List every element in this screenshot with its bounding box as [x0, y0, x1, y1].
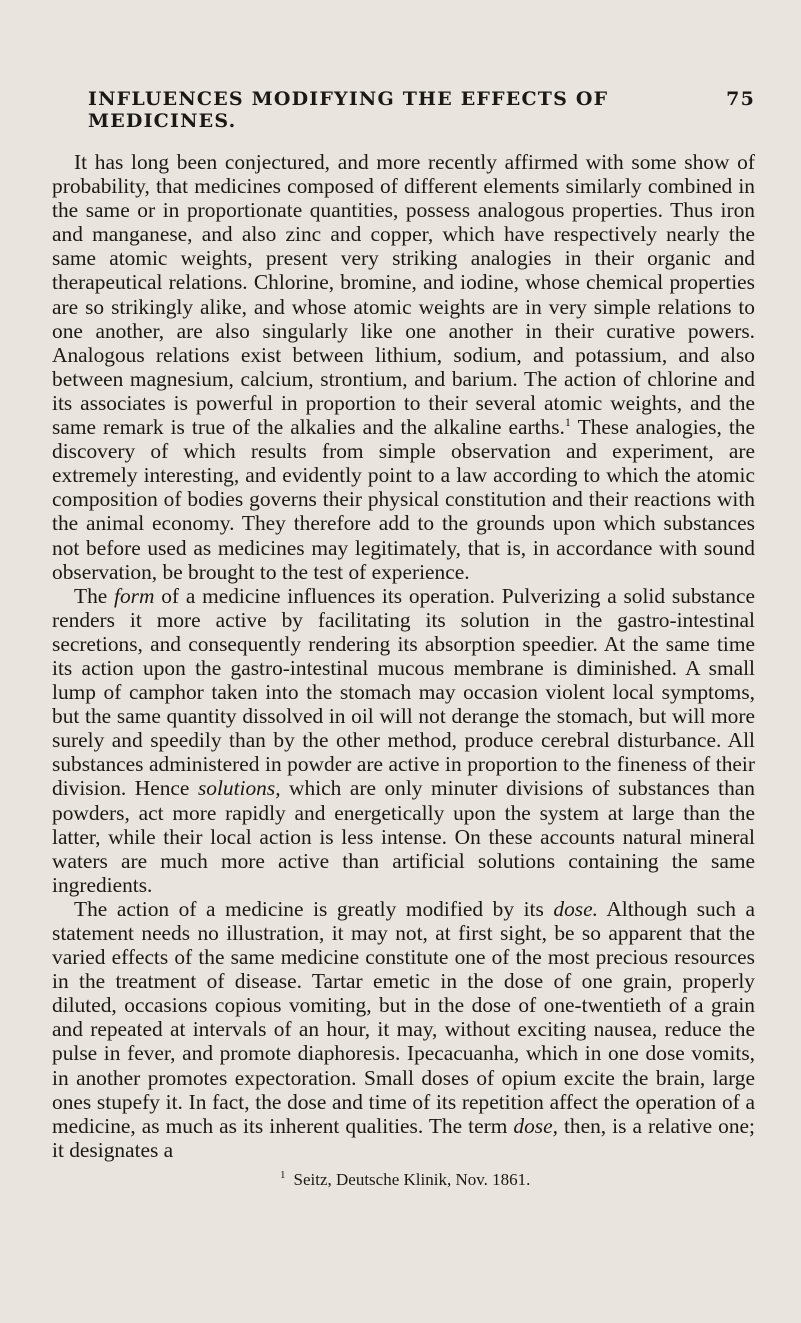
paragraph-3-text-b: Although such a statement needs no illustration, it may not, at first sight, be so apparent that the varied effects of the same medicine constitute one of the most precious resources in the treatment of disease. Tartar emetic in the dose of one grain, properly diluted, occasions copious vomiting, but in the dose of one-twentieth of a grain and repeated at intervals of an hour, it may, without exciting nausea, reduce the pulse in fever, and promote diaphoresis. Ipecacuanha, which in one dose vomits, in another promotes expectoration. Small doses of opium excite the brain, large ones stupefy it. In fact, the dose and time of its repetition affect the operation of a medicine, as much as its inherent qualities. The term: [52, 896, 755, 1138]
paragraph-1: [52, 150, 755, 584]
body-text: [52, 150, 755, 1162]
paragraph-3-emphasis-dose: dose.: [553, 896, 598, 921]
running-header: [88, 88, 755, 132]
paragraph-2-text-a: The: [74, 583, 115, 608]
running-title: INFLUENCES MODIFYING THE EFFECTS OF MEDICINES.: [88, 88, 609, 132]
paragraph-1-text-a: It has long been conjectured, and more recently affirmed with some show of probability, that medicines composed of different elements similarly combined in the same or in proportionate quantities, possess analogous properties. Thus iron and manganese, and also zinc and copper, which have respectively nearly the same atomic weights, present very striking analogies in their organic and therapeutical relations. Chlorine, bromine, and iodine, whose chemical properties are so strikingly alike, and whose atomic weights are in very simple relations to one another, are also singularly like one another in their curative powers. Analogous relations exist between lithium, sodium, and potassium, and also between magnesium, calcium, strontium, and barium. The action of chlorine and its associates is powerful in proportion to their several atomic weights, and the same remark is true of the alkalies and the alkaline earths.: [52, 150, 755, 440]
paragraph-3-emphasis-dose-term: dose,: [513, 1113, 558, 1138]
footnote-text: Seitz, Deutsche Klinik, Nov. 1861.: [293, 1169, 531, 1189]
paragraph-1-text-b: These analogies, the discovery of which results from simple observation and experiment, are extremely interesting, and evidently point to a law according to which the atomic composition of bodies governs their physical constitution and their reactions with the animal economy. They therefore add to the grounds upon which substances not before used as medicines may legitimately, that is, in accordance with sound observation, be brought to the test of experience.: [52, 415, 755, 584]
paragraph-2-emphasis-form: form: [114, 583, 155, 608]
paragraph-3: [52, 897, 755, 1162]
paragraph-3-text-c: then, is a relative one; it designates a: [52, 1113, 755, 1162]
paragraph-2-emphasis-solutions: solutions,: [197, 776, 281, 801]
paragraph-2-text-c: which are only minuter divisions of substances than powders, act more rapidly and energetically upon the system at large than the latter, while their local action is less intense. On these accounts natural mineral waters are much more active than artificial solutions containing the same ingredients.: [52, 776, 755, 897]
page-number: 75: [726, 88, 755, 110]
footnote-mark: 1: [280, 1169, 286, 1182]
paragraph-3-text-a: The action of a medicine is greatly modified by its: [74, 896, 554, 921]
paragraph-2-text-b: of a medicine influences its operation. Pulverizing a solid substance renders it more active by facilitating its solution in the gastro-intestinal secretions, and consequently rendering its absorption speedier. At the same time its action upon the gastro-intestinal mucous membrane is diminished. A small lump of camphor taken into the stomach may occasion violent local symptoms, but the same quantity dissolved in oil will not derange the stomach, but will more surely and speedily than by the other method, produce cerebral disturbance. All substances administered in powder are active in proportion to the fineness of their division. Hence: [52, 583, 755, 801]
footnote-ref: 1: [564, 414, 571, 429]
paragraph-2: [52, 584, 755, 897]
footnote: [280, 1170, 755, 1190]
